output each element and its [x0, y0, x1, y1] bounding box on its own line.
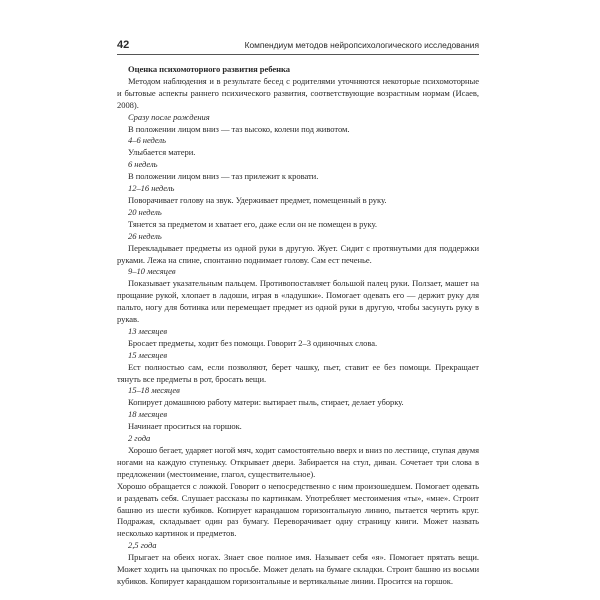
- milestone-text: Прыгает на обеих ногах. Знает свое полное имя. Называет себя «я». Помогает прятать вещи. Может ходить на цыпочках по просьбе. Может делать на бумаге складки. Строит башню из восьми кубиков. Копирует карандашом горизонтальные и вертикальные линии. Просится на горшок.: [117, 552, 479, 586]
- page-body: [117, 64, 479, 588]
- age-label: 13 месяцев: [128, 325, 168, 336]
- milestone-text: Хорошо бегает, ударяет ногой мяч, ходит самостоятельно вверх и вниз по лестнице, ступая двумя ногами на каждую ступеньку. Открывает двери. Забирается на стул, диван. Сочетает три слова в предложении (местоимение, глагол, существительное).: [117, 445, 479, 479]
- page-number: 42: [117, 39, 130, 51]
- milestone-text: В положении лицом вниз — таз высоко, колени под животом.: [128, 123, 350, 134]
- milestone-text: Бросает предметы, ходит без помощи. Говорит 2–3 одиночных слова.: [128, 337, 378, 348]
- age-label: 20 недель: [128, 206, 162, 217]
- milestone-text: Ест полностью сам, если позволяют, берет чашку, пьет, ставит ее без помощи. Прекращает тянуть все предметы в рот, бросать вещи.: [117, 361, 479, 384]
- milestone-text-continuation: Хорошо обращается с ложкой. Говорит о непосредственно с ним произошедшем. Помогает одевать и раздевать себя. Слушает рассказы по картинкам. Употребляет местоимения «ты», «мне». Строит башню из шести кубиков. Копирует карандашом горизонтальную линию, пытается чертить круг. Подражая, складывает один раз бумагу. Переворачивает одну страницу книги. Может назвать несколько картинок и предметов.: [117, 480, 479, 539]
- milestone-text: Показывает указательным пальцем. Противопоставляет большой палец руки. Ползает, машет на прощание рукой, хлопает в ладоши, играя в «ладушки». Помогает одевать его — держит руку для пальто, ногу для ботинка или перемещает предмет из одной руки в другую, чтобы засунуть руку в рукав.: [117, 278, 479, 325]
- milestone-text: Поворачивает голову на звук. Удерживает предмет, помещенный в руку.: [128, 194, 387, 205]
- milestone-text: Копирует домашнюю работу матери: вытирает пыль, стирает, делает уборку.: [128, 397, 404, 408]
- milestone-text: Перекладывает предметы из одной руки в другую. Жует. Сидит с протянутыми для поддержки руками. Лежа на спине, спонтанно поднимает голову. Сам ест печенье.: [117, 242, 479, 265]
- age-label: Сразу после рождения: [128, 111, 210, 122]
- intro-paragraph: Методом наблюдения и в результате бесед с родителями уточняются некоторые психомоторные и бытовые аспекты раннего психического развития, соответствующие возрастным нормам (Исаев, 2008).: [117, 75, 479, 110]
- section-title: Оценка психомоторного развития ребенка: [128, 64, 290, 74]
- age-label: 9–10 месяцев: [128, 266, 176, 277]
- age-label: 4–6 недель: [128, 135, 166, 146]
- page-header: [117, 38, 479, 53]
- age-label: 26 недель: [128, 230, 162, 241]
- running-title: Компендиум методов нейропсихологического исследования: [244, 40, 479, 50]
- age-label: 15 месяцев: [128, 349, 168, 360]
- milestone-text: Улыбается матери.: [128, 147, 196, 158]
- milestone-text: Начинает проситься на горшок.: [128, 421, 242, 432]
- milestone-text: Тянется за предметом и хватает его, даже если он не помещен в руку.: [128, 218, 377, 229]
- age-label: 2 года: [128, 433, 151, 444]
- age-label: 15–18 месяцев: [128, 385, 180, 396]
- age-label: 2,5 года: [128, 540, 157, 551]
- header-divider: [117, 54, 479, 55]
- age-label: 18 месяцев: [128, 409, 168, 420]
- age-label: 6 недель: [128, 159, 158, 170]
- milestone-text: В положении лицом вниз — таз прилежит к кровати.: [128, 171, 319, 182]
- age-label: 12–16 недель: [128, 183, 175, 194]
